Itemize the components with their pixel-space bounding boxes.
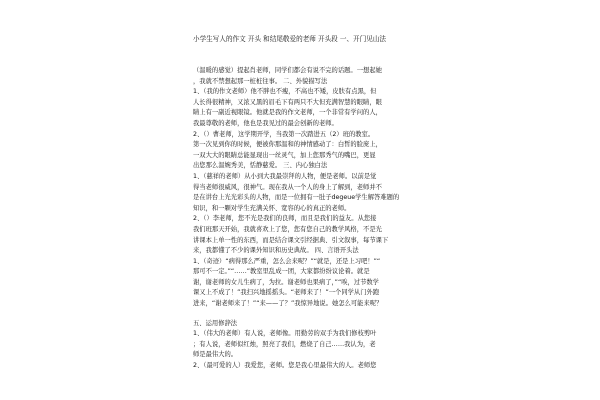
text-line: 师是最伟大的。 — [193, 351, 238, 359]
text-line: 2、（）李老师，您不光是我们的良师，而且是我们的益友。从您接 — [193, 215, 377, 223]
text-line: 1、（奇迹）“病得那么严重，怎么会来呢？”“就是，还是上习吧！”“ — [193, 257, 381, 265]
document-body — [193, 66, 407, 372]
text-line: 知识，和一颗对学生充满关怀、宽容的心的真正的老师。 — [193, 204, 351, 212]
paragraph-gap — [193, 310, 407, 319]
text-line: 睛上有一副近视眼镜。他就是我的作文老师，一个非常有学问的人， — [193, 109, 382, 117]
text-line: 那可不一定。”“……”教室里乱成一团，大家都纷纷议论着。就是 — [193, 268, 370, 276]
text-line: （温暖的感觉）提起肖老师，同学们都会有说不完的话题。一想起她 — [193, 67, 382, 74]
text-line: 得当老师很威风，很神气。现在我从一个人的身上了解到，老师并不 — [193, 183, 382, 191]
text-line: 我们班那天开始，我就喜欢上了您，您有您自己的教学风格，不是光 — [193, 225, 382, 233]
text-line: 讲课本上单一性的东西，而是结合课文引经据典、引文叙事，每节课下 — [193, 236, 389, 244]
text-line: 2、（最可爱的人）我爱您，老师。您是我心里最伟大的人。老师您 — [193, 362, 377, 370]
text-line: 2、（）曹老师，这学期开学，当我第一次踏进五（2）班的教室。 — [193, 130, 375, 138]
text-line: 1、（我的作文老师）他不胖也不瘦，不高也不矮，皮肤有点黑，但 — [193, 88, 377, 96]
text-line: 来，我都懂了不少的课外知识和历史典故。 四、言语开头法 — [193, 247, 359, 255]
text-line: 第一次见到你的时候，便被你那温和的神情感动了：白皙的脸庞上， — [193, 141, 382, 149]
text-line: 我最尊敬的老师，他也是我见过的最会创新的老师。 — [193, 119, 338, 127]
text-line: 五、运用修辞法 — [193, 319, 238, 327]
text-line: 进来，“谢老师来了！”“来——了？”我惊异地说。她怎么可能来呢？ — [193, 300, 383, 308]
document-title: 小学生写人的作文 开头 和结尾敬爱的老师 开头段 一、开门见山法 — [193, 35, 387, 43]
text-line: 1、（慈祥的老师）从小到大我最崇拜的人物，便是老师。以前是觉 — [193, 172, 377, 180]
paragraph-block-1 — [193, 66, 407, 310]
text-line: 一双大大的眼睛总能显现出一丝灵气，加上您那秀气的嘴巴，更显 — [193, 151, 376, 159]
text-line: 出您那么温婉秀美，恬静慈爱。 三、内心独白法 — [193, 162, 328, 170]
text-line: 是在讲台上光光彩头的人物，而是一位拥有一肚子degeue学生解答难题的 — [193, 194, 400, 202]
text-line: ；有人说，老师似红烛，照亮了我们，燃烧了自己……我认为，老 — [193, 340, 376, 348]
text-line: 人长得很精神，又浓又黑的眉毛下有两只不大但充满智慧的眼睛，眼 — [193, 98, 382, 106]
text-line: 谢，谢老师的女儿生病了，为拉。谢老师也果病了，”“唉，过节数学 — [193, 278, 379, 286]
text-line: ，我就不禁想起那一桩桩往事。 二、外貌描写法 — [193, 77, 328, 85]
paragraph-block-2 — [193, 319, 407, 372]
text-line: 课又上不成了！”我扫兴地摇摇头。“老师来了！”一个同学从门外跑 — [193, 289, 380, 297]
text-line: 1、（伟大的老师）有人说，老师像。用勤劳的双手为我们修枝剪叶 — [193, 330, 377, 338]
